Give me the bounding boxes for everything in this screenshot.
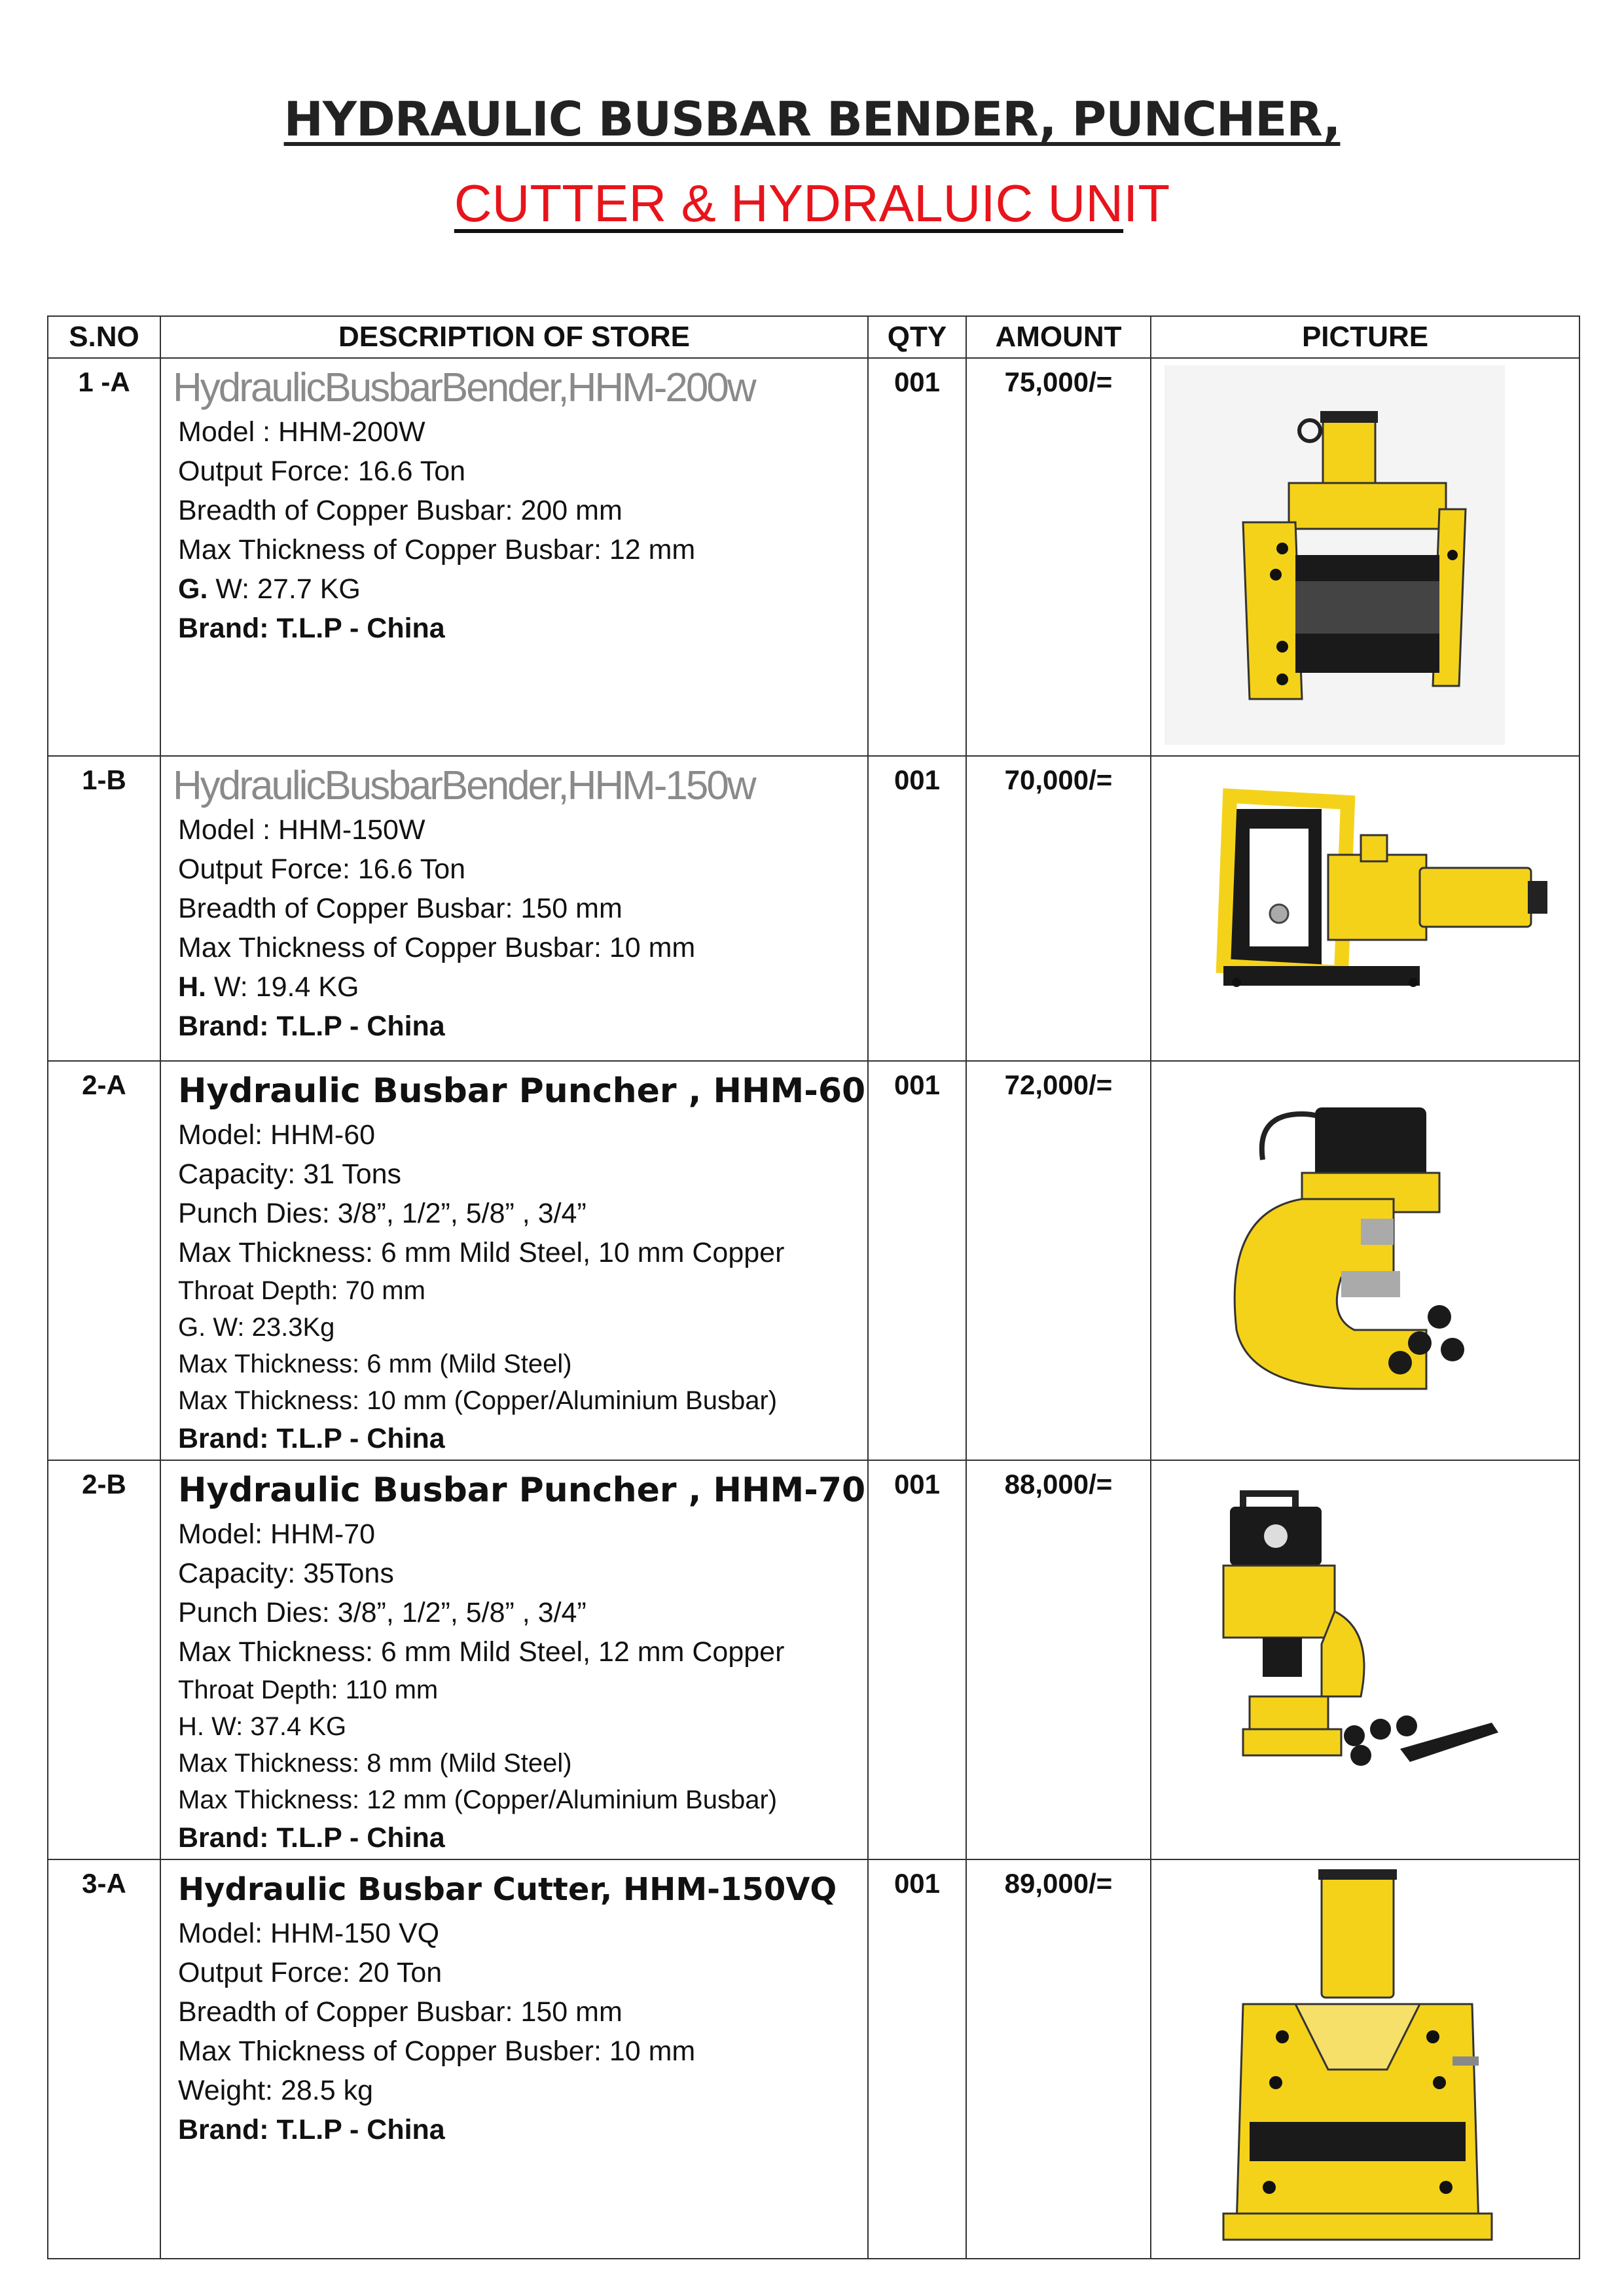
spec-line: Output Force: 20 Ton bbox=[178, 1957, 442, 1988]
brand-line: Brand: T.L.P - China bbox=[178, 1011, 445, 1042]
table-row bbox=[48, 1460, 1579, 1859]
spec-line-small: Max Thickness: 12 mm (Copper/Aluminium Busbar) bbox=[178, 1785, 778, 1814]
spec-line: Max Thickness of Copper Busbar: 12 mm bbox=[178, 534, 696, 565]
spec-line: Punch Dies: 3/8”, 1/2”, 5/8” , 3/4” bbox=[178, 1198, 586, 1229]
row-qty: 001 bbox=[868, 756, 966, 1061]
product-image-puncher-60 bbox=[1151, 1061, 1579, 1460]
brand-line: Brand: T.L.P - China bbox=[178, 2114, 445, 2145]
row-qty: 001 bbox=[868, 1859, 966, 2259]
row-sno: 3-A bbox=[48, 1859, 160, 2259]
row-description bbox=[160, 1460, 868, 1859]
spec-line: Capacity: 35Tons bbox=[178, 1558, 394, 1589]
spec-line: Model: HHM-60 bbox=[178, 1119, 376, 1151]
row-amount: 75,000/= bbox=[966, 358, 1151, 756]
item-heading: HydraulicBusbarBender,HHM-150w bbox=[173, 763, 755, 808]
row-description bbox=[160, 1061, 868, 1460]
row-qty: 001 bbox=[868, 358, 966, 756]
row-amount: 89,000/= bbox=[966, 1859, 1151, 2259]
title-red-tail: IT bbox=[1123, 174, 1170, 232]
spec-line: Breadth of Copper Busbar: 150 mm bbox=[178, 1996, 623, 2028]
header-sno: S.NO bbox=[48, 316, 160, 358]
header-qty: QTY bbox=[868, 316, 966, 358]
product-image-bender-150w bbox=[1151, 756, 1579, 1061]
puncher-60-illustration bbox=[1151, 1062, 1580, 1454]
header-amount: AMOUNT bbox=[966, 316, 1151, 358]
spec-line: Max Thickness: 6 mm Mild Steel, 12 mm Copper bbox=[178, 1636, 785, 1668]
row-sno: 2-B bbox=[48, 1460, 160, 1859]
row-sno: 1 -A bbox=[48, 358, 160, 756]
row-sno: 2-A bbox=[48, 1061, 160, 1460]
product-image-puncher-70 bbox=[1151, 1460, 1579, 1859]
row-amount: 72,000/= bbox=[966, 1061, 1151, 1460]
spec-line: Punch Dies: 3/8”, 1/2”, 5/8” , 3/4” bbox=[178, 1597, 586, 1628]
weight-line: G. W: 27.7 KG bbox=[178, 573, 361, 605]
table-row bbox=[48, 358, 1579, 756]
item-heading: Hydraulic Busbar Cutter, HHM-150VQ bbox=[178, 1871, 837, 1908]
row-description bbox=[160, 756, 868, 1061]
brand-line: Brand: T.L.P - China bbox=[178, 1822, 445, 1854]
table-row bbox=[48, 1859, 1579, 2259]
spec-line-small: Max Thickness: 8 mm (Mild Steel) bbox=[178, 1749, 572, 1778]
spec-line-small: Max Thickness: 6 mm (Mild Steel) bbox=[178, 1350, 572, 1378]
item-heading: Hydraulic Busbar Puncher , HHM-60 bbox=[178, 1071, 866, 1111]
product-image-bender-200w bbox=[1151, 358, 1579, 756]
spec-line: Weight: 28.5 kg bbox=[178, 2075, 373, 2106]
puncher-70-illustration bbox=[1151, 1461, 1580, 1854]
row-description bbox=[160, 358, 868, 756]
row-description bbox=[160, 1859, 868, 2259]
item-heading: Hydraulic Busbar Puncher , HHM-70 bbox=[178, 1471, 866, 1510]
row-qty: 001 bbox=[868, 1061, 966, 1460]
header-picture: PICTURE bbox=[1151, 316, 1579, 358]
table-row bbox=[48, 756, 1579, 1061]
spec-line: Model: HHM-70 bbox=[178, 1518, 376, 1550]
item-heading: HydraulicBusbarBender,HHM-200w bbox=[173, 365, 755, 410]
spec-line: Model: HHM-150 VQ bbox=[178, 1918, 440, 1949]
brand-line: Brand: T.L.P - China bbox=[178, 1423, 445, 1454]
title-red-part: CUTTER & HYDRALUIC UN bbox=[454, 174, 1124, 232]
spec-line-small: G. W: 23.3Kg bbox=[178, 1313, 335, 1342]
spec-line-small: H. W: 37.4 KG bbox=[178, 1712, 347, 1741]
row-sno: 1-B bbox=[48, 756, 160, 1061]
brand-line: Brand: T.L.P - China bbox=[178, 613, 445, 644]
product-image-cutter-150vq bbox=[1151, 1859, 1579, 2259]
spec-line: Model : HHM-150W bbox=[178, 814, 425, 846]
spec-line: Breadth of Copper Busbar: 200 mm bbox=[178, 495, 623, 526]
spec-line: Max Thickness of Copper Busber: 10 mm bbox=[178, 2036, 696, 2067]
header-description: DESCRIPTION OF STORE bbox=[160, 316, 868, 358]
bender-200w-illustration bbox=[1151, 359, 1580, 751]
spec-line: Max Thickness of Copper Busbar: 10 mm bbox=[178, 932, 696, 963]
spec-line: Model : HHM-200W bbox=[178, 416, 425, 448]
table-header-row bbox=[48, 316, 1579, 358]
spec-line: Capacity: 31 Tons bbox=[178, 1158, 402, 1190]
bender-150w-illustration bbox=[1151, 757, 1580, 1058]
weight-line: H. W: 19.4 KG bbox=[178, 971, 359, 1003]
row-qty: 001 bbox=[868, 1460, 966, 1859]
table-row bbox=[48, 1061, 1579, 1460]
cutter-150vq-illustration bbox=[1151, 1860, 1580, 2256]
spec-line-small: Throat Depth: 110 mm bbox=[178, 1676, 439, 1704]
spec-line: Output Force: 16.6 Ton bbox=[178, 853, 466, 885]
spec-line-small: Throat Depth: 70 mm bbox=[178, 1276, 425, 1305]
title-line-1: HYDRAULIC BUSBAR BENDER, PUNCHER, bbox=[283, 92, 1341, 147]
row-amount: 88,000/= bbox=[966, 1460, 1151, 1859]
row-amount: 70,000/= bbox=[966, 756, 1151, 1061]
spec-line-small: Max Thickness: 10 mm (Copper/Aluminium Busbar) bbox=[178, 1386, 778, 1415]
spec-line: Max Thickness: 6 mm Mild Steel, 10 mm Copper bbox=[178, 1237, 785, 1268]
spec-line: Output Force: 16.6 Ton bbox=[178, 456, 466, 487]
title-line-2 bbox=[0, 173, 1624, 234]
price-table bbox=[47, 315, 1580, 2259]
spec-line: Breadth of Copper Busbar: 150 mm bbox=[178, 893, 623, 924]
